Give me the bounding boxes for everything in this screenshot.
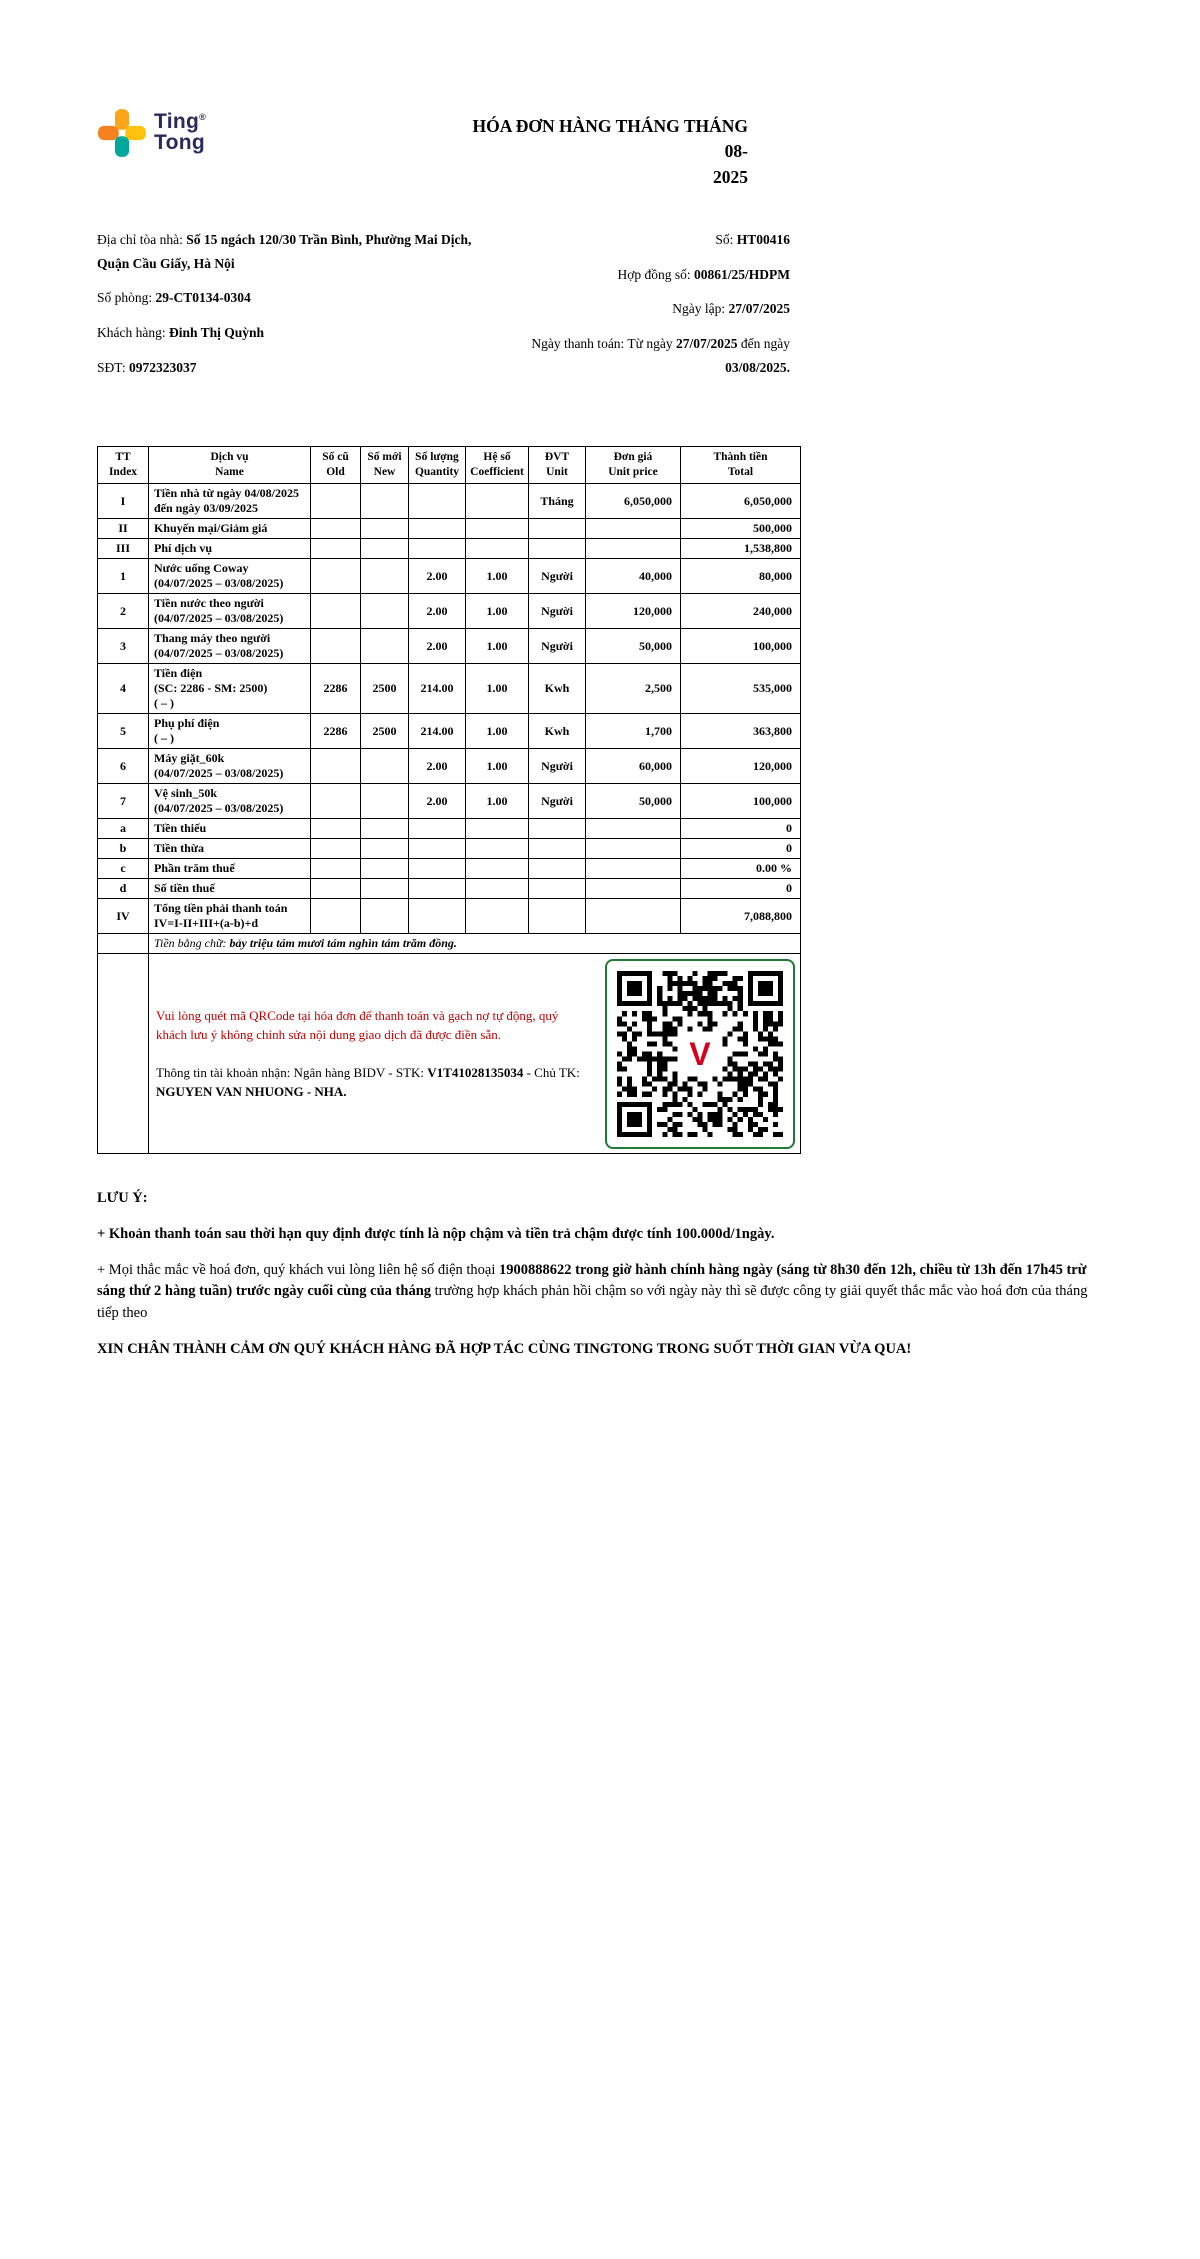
- qr-text-block: [154, 1006, 595, 1102]
- cell-index: 1: [98, 559, 149, 594]
- cell-coef: [466, 839, 529, 859]
- cell-unit: Người: [529, 559, 586, 594]
- cell-price: 2,500: [586, 664, 681, 714]
- cell-coef: 1.00: [466, 559, 529, 594]
- cell-coef: 1.00: [466, 784, 529, 819]
- qr-code: [617, 971, 783, 1137]
- table-row: [98, 594, 801, 629]
- thanks-note: XIN CHÂN THÀNH CẢM ƠN QUÝ KHÁCH HÀNG ĐÃ HỢP TÁC CÙNG TINGTONG TRONG SUỐT THỜI GIAN VỪA QUA!: [97, 1340, 912, 1357]
- room-number-label: Số phòng:: [97, 290, 156, 306]
- cell-new: [361, 519, 409, 539]
- cell-name: [149, 859, 311, 879]
- column-header: Số mới New: [361, 447, 409, 484]
- account-number: V1T41028135034: [427, 1064, 524, 1080]
- cell-qty: 2.00: [409, 629, 466, 664]
- cell-name-line: đến ngày 03/09/2025: [154, 501, 259, 516]
- cell-total: 120,000: [681, 749, 801, 784]
- cell-coef: [466, 879, 529, 899]
- cell-old: [311, 819, 361, 839]
- cell-new: [361, 839, 409, 859]
- cell-price: [586, 879, 681, 899]
- qr-instructions: Vui lòng quét mã QRCode tại hóa đơn để thanh toán và gạch nợ tự động, quý khách lưu ý không chỉnh sửa nội dung giao dịch đã được điền sẵn.: [156, 1007, 559, 1043]
- registered-mark: ®: [199, 112, 207, 123]
- cell-total: 7,088,800: [681, 899, 801, 934]
- cell-qty: 2.00: [409, 559, 466, 594]
- cell-name: [149, 539, 311, 559]
- payment-period-label2: đến ngày: [737, 336, 790, 351]
- cell-name: [149, 899, 311, 934]
- column-header: Đơn giá Unit price: [586, 447, 681, 484]
- amount-in-words-row: [98, 934, 801, 954]
- cell-name: [149, 784, 311, 819]
- hotline-note-pre: + Mọi thắc mắc về hoá đơn, quý khách vui lòng liên hệ số điện thoại: [97, 1261, 500, 1278]
- cell-total: 240,000: [681, 594, 801, 629]
- cell-name-line: ( – ): [154, 696, 174, 711]
- account-holder-name: NGUYEN VAN NHUONG - NHA.: [156, 1084, 347, 1100]
- issue-date-line: [500, 297, 790, 321]
- room-number-value: 29-CT0134-0304: [155, 290, 251, 306]
- cell-price: [586, 519, 681, 539]
- qr-row-content-cell: [149, 954, 801, 1154]
- cell-coef: [466, 899, 529, 934]
- cell-unit: [529, 539, 586, 559]
- invoice-title-line2: 2025: [713, 166, 748, 187]
- table-row: [98, 859, 801, 879]
- cell-qty: 2.00: [409, 594, 466, 629]
- cell-qty: 2.00: [409, 784, 466, 819]
- cell-index: II: [98, 519, 149, 539]
- cell-price: 50,000: [586, 629, 681, 664]
- cell-new: [361, 819, 409, 839]
- cell-coef: 1.00: [466, 594, 529, 629]
- cell-coef: [466, 819, 529, 839]
- cell-coef: 1.00: [466, 629, 529, 664]
- cell-name: [149, 594, 311, 629]
- column-header: Thành tiền Total: [681, 447, 801, 484]
- cell-price: 1,700: [586, 714, 681, 749]
- cell-qty: [409, 539, 466, 559]
- cell-index: IV: [98, 899, 149, 934]
- cell-name-line: Thang máy theo người: [154, 631, 271, 646]
- cell-unit: [529, 839, 586, 859]
- cell-name-line: (04/07/2025 – 03/08/2025): [154, 611, 284, 626]
- table-row: [98, 749, 801, 784]
- cell-name: [149, 519, 311, 539]
- column-header: ĐVT Unit: [529, 447, 586, 484]
- issue-date-label: Ngày lập:: [672, 301, 729, 317]
- cell-unit: Người: [529, 749, 586, 784]
- cell-coef: [466, 859, 529, 879]
- qr-frame: [605, 959, 795, 1149]
- cell-name: [149, 714, 311, 749]
- customer-label: Khách hàng:: [97, 325, 169, 340]
- amount-in-words-value: bảy triệu tám mươi tám nghìn tám trăm đồng.: [229, 936, 457, 951]
- hotline-note-post: trường hợp khách phản hồi chậm so với ngày này thì sẽ được công ty giải quyết thắc mắc vào hoá đơn của tháng tiếp theo: [97, 1283, 1088, 1322]
- invoice-number-label: Số:: [715, 232, 737, 248]
- invoice-title-line1: HÓA ĐƠN HÀNG THÁNG THÁNG 08-: [472, 116, 748, 162]
- cell-coef: [466, 484, 529, 519]
- column-header: Số lượng Quantity: [409, 447, 466, 484]
- cell-new: [361, 559, 409, 594]
- cell-total: 1,538,800: [681, 539, 801, 559]
- cell-name-line: Nước uống Coway: [154, 561, 249, 576]
- cell-name: [149, 839, 311, 859]
- cell-old: [311, 484, 361, 519]
- cell-index: I: [98, 484, 149, 519]
- table-row: [98, 879, 801, 899]
- amount-in-words-cell: [149, 934, 801, 954]
- qr-account-info: [156, 1063, 589, 1102]
- cell-old: [311, 519, 361, 539]
- contract-number-label: Hợp đồng số:: [617, 266, 694, 282]
- cell-name: [149, 664, 311, 714]
- cell-price: [586, 899, 681, 934]
- cell-new: [361, 899, 409, 934]
- cell-unit: Người: [529, 784, 586, 819]
- cell-name-line: Tiền thừa: [154, 841, 204, 856]
- cell-unit: [529, 859, 586, 879]
- cell-name-line: Vệ sinh_50k: [154, 786, 218, 801]
- cell-new: [361, 749, 409, 784]
- cell-index: 7: [98, 784, 149, 819]
- cell-name-line: ( – ): [154, 731, 174, 746]
- cell-index: 3: [98, 629, 149, 664]
- cell-old: [311, 559, 361, 594]
- cell-old: [311, 629, 361, 664]
- invoice-table: [97, 446, 801, 1154]
- brand-logo: [97, 108, 206, 158]
- info-right: [500, 228, 800, 390]
- header: [97, 108, 800, 190]
- room-number-line: [97, 286, 482, 310]
- late-payment-note: + Khoản thanh toán sau thời hạn quy định được tính là nộp chậm và tiền trả chậm được tính 100.000d/1ngày.: [97, 1225, 775, 1242]
- cell-qty: [409, 879, 466, 899]
- cell-total: 0: [681, 839, 801, 859]
- cell-name-line: Máy giặt_60k: [154, 751, 225, 766]
- cell-name-line: Tiền thiếu: [154, 821, 207, 836]
- table-row: [98, 664, 801, 714]
- invoice-content: [97, 0, 1103, 1375]
- cell-new: [361, 879, 409, 899]
- cell-new: 2500: [361, 714, 409, 749]
- cell-index: 5: [98, 714, 149, 749]
- table-row: [98, 819, 801, 839]
- cell-qty: [409, 519, 466, 539]
- cell-index: a: [98, 819, 149, 839]
- cell-qty: 2.00: [409, 749, 466, 784]
- notes-heading: LƯU Ý:: [97, 1190, 148, 1207]
- payment-period-label: Ngày thanh toán: Từ ngày: [531, 336, 676, 351]
- cell-qty: 214.00: [409, 664, 466, 714]
- table-row: [98, 714, 801, 749]
- column-header: Dịch vụ Name: [149, 447, 311, 484]
- cell-price: 40,000: [586, 559, 681, 594]
- cell-name-line: Số tiền thuế: [154, 881, 215, 896]
- cell-unit: Người: [529, 629, 586, 664]
- cell-price: [586, 859, 681, 879]
- table-row: [98, 839, 801, 859]
- brand-name: [154, 112, 206, 153]
- table-row: [98, 899, 801, 934]
- building-address-value: Số 15 ngách 120/30 Trần Bình, Phường Mai Dịch, Quận Cầu Giấy, Hà Nội: [97, 232, 472, 271]
- cell-total: 0: [681, 819, 801, 839]
- invoice-title: [470, 114, 800, 190]
- cell-unit: Tháng: [529, 484, 586, 519]
- cell-name-line: (04/07/2025 – 03/08/2025): [154, 646, 284, 661]
- payment-period-line: [500, 332, 790, 379]
- cell-index: d: [98, 879, 149, 899]
- cell-old: [311, 749, 361, 784]
- cell-total: 6,050,000: [681, 484, 801, 519]
- cell-unit: Kwh: [529, 664, 586, 714]
- svg-text:V: V: [689, 1035, 711, 1072]
- cell-old: [311, 899, 361, 934]
- cell-name-line: Tiền nước theo người: [154, 596, 264, 611]
- invoice-number-line: [500, 228, 790, 252]
- customer-line: [97, 321, 482, 345]
- cell-old: [311, 594, 361, 629]
- cell-name-line: (04/07/2025 – 03/08/2025): [154, 801, 284, 816]
- info-section: [97, 228, 800, 390]
- flower-icon: [97, 108, 147, 158]
- table-header-row: [98, 447, 801, 484]
- qr-wrap: [154, 956, 795, 1151]
- table-row: [98, 484, 801, 519]
- cell-name-line: Tiền nhà từ ngày 04/08/2025: [154, 486, 300, 501]
- amount-in-words-label: Tiền bằng chữ:: [154, 936, 230, 951]
- cell-qty: 214.00: [409, 714, 466, 749]
- cell-old: 2286: [311, 714, 361, 749]
- cell-coef: 1.00: [466, 714, 529, 749]
- cell-name-line: Phí dịch vụ: [154, 541, 213, 556]
- cell-name-line: IV=I-II+III+(a-b)+d: [154, 916, 259, 931]
- cell-new: 2500: [361, 664, 409, 714]
- issue-date-value: 27/07/2025: [728, 301, 790, 317]
- cell-qty: [409, 484, 466, 519]
- column-header: Hệ số Coefficient: [466, 447, 529, 484]
- cell-name-line: Tổng tiền phải thanh toán: [154, 901, 288, 916]
- amount-in-words-index-cell: [98, 934, 149, 954]
- cell-new: [361, 784, 409, 819]
- cell-name-line: (04/07/2025 – 03/08/2025): [154, 576, 284, 591]
- building-address-line: [97, 228, 482, 275]
- cell-unit: Người: [529, 594, 586, 629]
- account-holder-label: - Chủ TK:: [523, 1064, 580, 1080]
- customer-value: Đinh Thị Quỳnh: [168, 325, 265, 340]
- table-row: [98, 519, 801, 539]
- cell-total: 100,000: [681, 784, 801, 819]
- cell-index: b: [98, 839, 149, 859]
- cell-index: 6: [98, 749, 149, 784]
- cell-name-line: (04/07/2025 – 03/08/2025): [154, 766, 284, 781]
- payment-period-start: 27/07/2025: [676, 336, 738, 351]
- payment-period-end: 03/08/2025.: [725, 359, 790, 375]
- cell-unit: [529, 879, 586, 899]
- qr-row-index-cell: [98, 954, 149, 1154]
- cell-name-line: (SC: 2286 - SM: 2500): [154, 681, 268, 696]
- cell-qty: [409, 899, 466, 934]
- invoice-number-value: HT00416: [736, 232, 790, 248]
- cell-name-line: Khuyến mại/Giảm giá: [154, 521, 268, 536]
- phone-line: [97, 356, 482, 380]
- cell-old: [311, 859, 361, 879]
- brand-word-ting: Ting: [154, 110, 200, 134]
- cell-total: 500,000: [681, 519, 801, 539]
- building-address-label: Địa chỉ tòa nhà:: [97, 232, 187, 248]
- cell-old: [311, 879, 361, 899]
- qr-row: [98, 954, 801, 1154]
- hotline-note: [97, 1260, 1103, 1325]
- cell-old: [311, 839, 361, 859]
- table-row: [98, 559, 801, 594]
- cell-price: 60,000: [586, 749, 681, 784]
- cell-index: 4: [98, 664, 149, 714]
- cell-price: [586, 819, 681, 839]
- brand-line1: [154, 112, 206, 133]
- cell-qty: [409, 819, 466, 839]
- cell-old: 2286: [311, 664, 361, 714]
- cell-price: [586, 539, 681, 559]
- table-row: [98, 784, 801, 819]
- cell-price: 50,000: [586, 784, 681, 819]
- cell-name: [149, 819, 311, 839]
- cell-unit: [529, 899, 586, 934]
- cell-name: [149, 629, 311, 664]
- cell-new: [361, 484, 409, 519]
- cell-coef: [466, 519, 529, 539]
- cell-total: 0.00 %: [681, 859, 801, 879]
- cell-unit: [529, 519, 586, 539]
- cell-qty: [409, 859, 466, 879]
- cell-unit: Kwh: [529, 714, 586, 749]
- cell-old: [311, 539, 361, 559]
- cell-price: 120,000: [586, 594, 681, 629]
- cell-index: c: [98, 859, 149, 879]
- cell-total: 363,800: [681, 714, 801, 749]
- cell-price: 6,050,000: [586, 484, 681, 519]
- cell-new: [361, 629, 409, 664]
- cell-name: [149, 484, 311, 519]
- cell-total: 80,000: [681, 559, 801, 594]
- cell-name: [149, 559, 311, 594]
- cell-price: [586, 839, 681, 859]
- table-row: [98, 629, 801, 664]
- cell-coef: 1.00: [466, 664, 529, 714]
- cell-coef: 1.00: [466, 749, 529, 784]
- notes-section: [97, 1188, 1103, 1361]
- invoice-table-body: [98, 484, 801, 934]
- cell-old: [311, 784, 361, 819]
- cell-new: [361, 539, 409, 559]
- cell-unit: [529, 819, 586, 839]
- cell-coef: [466, 539, 529, 559]
- cell-total: 535,000: [681, 664, 801, 714]
- cell-name: [149, 749, 311, 784]
- contract-number-line: [500, 263, 790, 287]
- cell-qty: [409, 839, 466, 859]
- info-left: [97, 228, 482, 390]
- phone-value: 0972323037: [128, 359, 197, 375]
- cell-index: III: [98, 539, 149, 559]
- hotline-note-bold: 1900888622 trong giờ hành chính hàng ngày (sáng từ 8h30 đến 12h, chiều từ 13h đến 17h45 trừ sáng thứ 2 hàng tuần) trước ngày cuối cùng của tháng: [97, 1261, 1087, 1300]
- cell-total: 0: [681, 879, 801, 899]
- account-label: Thông tin tài khoản nhận: Ngân hàng BIDV - STK:: [156, 1064, 428, 1080]
- phone-label: SĐT:: [97, 359, 129, 375]
- column-header: TT Index: [98, 447, 149, 484]
- table-row: [98, 539, 801, 559]
- cell-new: [361, 859, 409, 879]
- cell-name-line: Phụ phí điện: [154, 716, 220, 731]
- cell-new: [361, 594, 409, 629]
- cell-name: [149, 879, 311, 899]
- cell-name-line: Tiền điện: [154, 666, 203, 681]
- cell-total: 100,000: [681, 629, 801, 664]
- contract-number-value: 00861/25/HDPM: [694, 266, 790, 282]
- cell-index: 2: [98, 594, 149, 629]
- column-header: Số cũ Old: [311, 447, 361, 484]
- brand-line2: Tong: [154, 131, 205, 154]
- cell-name-line: Phần trăm thuế: [154, 861, 235, 876]
